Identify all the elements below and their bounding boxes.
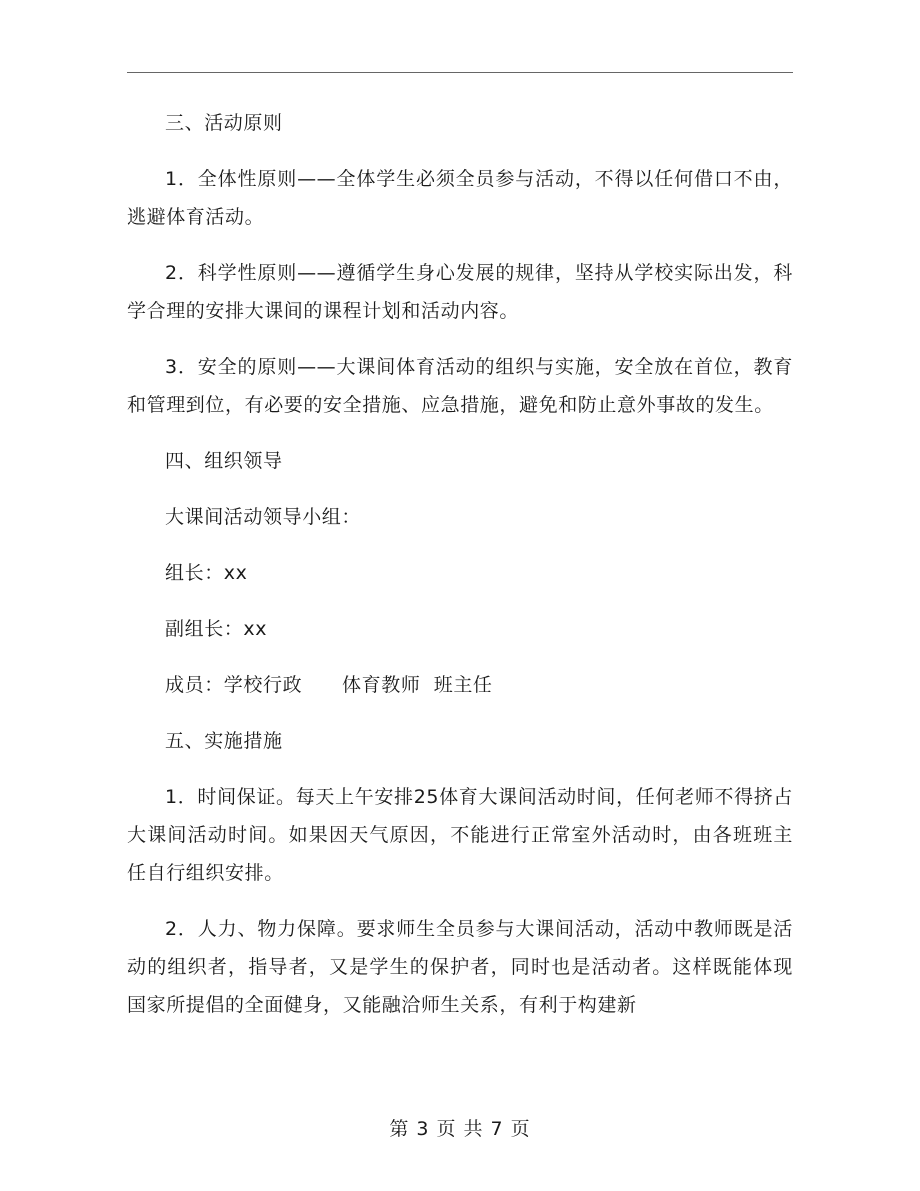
group-leader: 组长：xx xyxy=(165,562,248,584)
section-heading-organization: 四、组织领导 xyxy=(165,450,283,472)
header-rule xyxy=(127,72,793,73)
group-members: 成员：学校行政 体育教师 班主任 xyxy=(165,674,493,696)
principle-3: 3．安全的原则——大课间体育活动的组织与实施，安全放在首位，教育和管理到位，有必要的安全措施、应急措施，避免和防止意外事故的发生。 xyxy=(127,356,793,416)
document-body xyxy=(127,104,793,1042)
page-number: 第 3 页 共 7 页 xyxy=(389,1118,531,1140)
section-heading-measures: 五、实施措施 xyxy=(165,730,283,752)
measure-1: 1．时间保证。每天上午安排25体育大课间活动时间，任何老师不得挤占大课间活动时间。如果因天气原因，不能进行正常室外活动时，由各班班主任自行组织安排。 xyxy=(127,786,793,884)
leadership-group-title: 大课间活动领导小组： xyxy=(165,506,362,528)
principle-2: 2．科学性原则——遵循学生身心发展的规律，坚持从学校实际出发，科学合理的安排大课间的课程计划和活动内容。 xyxy=(127,262,793,322)
principle-1: 1．全体性原则——全体学生必须全员参与活动，不得以任何借口不由，逃避体育活动。 xyxy=(127,168,793,228)
vice-group-leader: 副组长：xx xyxy=(165,618,268,640)
measure-2: 2．人力、物力保障。要求师生全员参与大课间活动，活动中教师既是活动的组织者，指导者，又是学生的保护者，同时也是活动者。这样既能体现国家所提倡的全面健身，又能融洽师生关系，有利于构建新 xyxy=(127,918,793,1016)
section-heading-principles: 三、活动原则 xyxy=(165,112,283,134)
